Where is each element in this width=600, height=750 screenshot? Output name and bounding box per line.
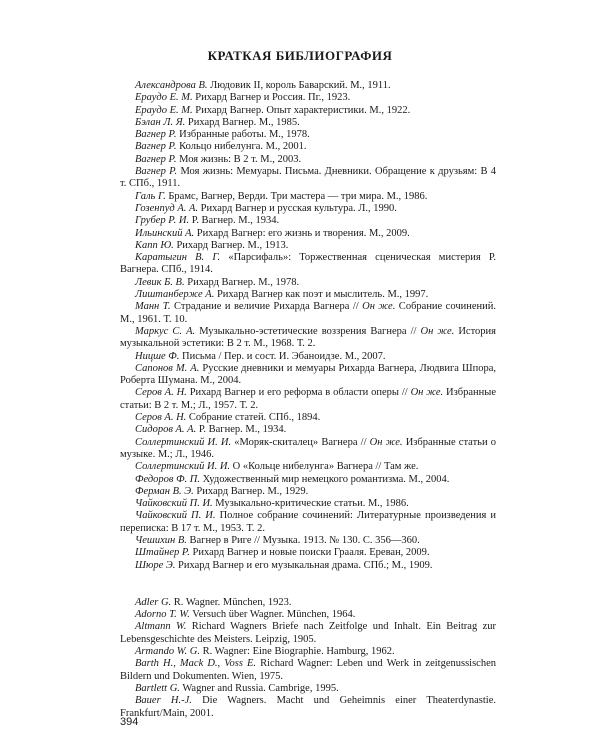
entry-text: Versuch über Wagner. München, 1964.: [189, 609, 356, 621]
entry-text: Рихард Вагнер. М., 1929.: [193, 485, 309, 497]
entry-text-tail: Избранные статьи о музыке. М.; Л., 1946.: [120, 436, 496, 460]
entry-text: О «Кольце нибелунга» Вагнера // Там же.: [230, 461, 419, 473]
bibliography-entry: [120, 363, 496, 388]
entry-text: Richard Wagner: Leben und Werk in zeitgenussischen Bildern und Dokumenten. Wien, 1975.: [120, 658, 496, 682]
bibliography-entry: [120, 301, 496, 326]
entry-author: Altmann W.: [135, 621, 187, 633]
entry-author: Чайковский П. И.: [135, 510, 216, 522]
entry-text: Письма / Пер. и сост. И. Эбаноидзе. М., 2007.: [179, 350, 386, 362]
bibliography-entry: [120, 351, 496, 363]
entry-author: Бэлан Л. Я.: [135, 116, 186, 128]
bibliography-entry: [120, 387, 496, 412]
entry-text: Моя жизнь: Мемуары. Письма. Дневники. Обращение к друзьям: В 4 т. СПб., 1911.: [120, 166, 496, 190]
bibliography-entry: [120, 474, 496, 486]
entry-author: Barth H., Mack D., Voss E.: [135, 658, 257, 670]
page-number: 394: [120, 716, 139, 728]
bibliography-entry: [120, 326, 496, 351]
bibliography-entry: [120, 129, 496, 141]
entry-ibid: Он же.: [410, 387, 444, 399]
bibliography-entry: [120, 597, 496, 609]
entry-text: Р. Вагнер. М., 1934.: [196, 424, 287, 436]
entry-text: Richard Wagners Briefe nach Zeitfolge und Inhalt. Ein Beitrag zur Lebensgeschichte des Meisters. Leipzig, 1905.: [120, 621, 496, 645]
entry-text: Wagner and Russia. Cambrige, 1995.: [179, 682, 339, 694]
bibliography-entry: [120, 560, 496, 572]
entry-author: Капп Ю.: [135, 239, 174, 251]
bibliography-entry: [120, 498, 496, 510]
entry-text: Вагнер в Риге // Музыка. 1913. № 130. С. 356—360.: [186, 534, 420, 546]
entry-author: Adler G.: [135, 596, 172, 608]
entry-author: Серов А. Н.: [135, 412, 187, 424]
entry-author: Ферман В. Э.: [135, 485, 194, 497]
bibliography-entry: [120, 486, 496, 498]
entry-text: Р. Вагнер. М., 1934.: [189, 215, 280, 227]
entry-text: Рихард Вагнер. М., 1985.: [185, 116, 300, 128]
entry-text: Людовик II, король Баварский. М., 1911.: [207, 80, 391, 91]
entry-text: «Парсифаль»: Торжественная сценическая мистерия Р. Вагнера. СПб., 1914.: [120, 252, 496, 276]
entry-text: Брамс, Вагнер, Верди. Три мастера — три мира. М., 1986.: [165, 190, 428, 202]
bibliography-entry: [120, 80, 496, 92]
entry-author: Лиштанберже А.: [135, 289, 215, 301]
bibliography-entry: [120, 240, 496, 252]
entry-author: Ераудо Е. М.: [135, 104, 193, 116]
entry-text: R. Wagner. München, 1923.: [171, 596, 292, 608]
entry-text: Страдание и величие Рихарда Вагнера //: [170, 301, 363, 313]
entry-author: Каратыгин В. Г.: [135, 252, 221, 264]
bibliography-entry: [120, 621, 496, 646]
entry-text: Избранные работы. М., 1978.: [176, 129, 310, 141]
bibliography-entry: [120, 535, 496, 547]
entry-text-tail: Избранные статьи: В 2 т. М.; Л., 1957. Т. 2.: [120, 387, 496, 411]
entry-author: Сапонов М. А.: [135, 362, 200, 374]
bibliography-entry: [120, 203, 496, 215]
section-gap: [120, 572, 496, 597]
foreign-references: [120, 597, 496, 720]
bibliography-entry: [120, 683, 496, 695]
entry-author: Грубер Р. И.: [135, 215, 190, 227]
entry-ibid: Он же.: [362, 301, 396, 313]
bibliography-entry: [120, 154, 496, 166]
entry-author: Гозенпуд А. А.: [135, 202, 199, 214]
bibliography-entry: [120, 695, 496, 720]
entry-author: Маркус С. А.: [135, 325, 196, 337]
entry-text: R. Wagner: Eine Biographie. Hamburg, 1962.: [199, 646, 395, 658]
entry-author: Соллертинский И. И.: [135, 436, 232, 448]
bibliography-entry: [120, 228, 496, 240]
entry-author: Вагнер Р.: [135, 153, 177, 165]
entry-author: Соллертинский И. И.: [135, 461, 231, 473]
entry-author: Александрова В.: [135, 80, 208, 91]
bibliography-entry: [120, 461, 496, 473]
entry-text: Рихард Вагнер и его реформа в области оперы //: [186, 387, 411, 399]
entry-text: Рихард Вагнер как поэт и мыслитель. М., 1997.: [214, 289, 429, 301]
entry-text: Русские дневники и мемуары Рихарда Вагнера, Людвига Шпора, Роберта Шумана. М., 2004.: [120, 362, 496, 387]
entry-text-tail: Собрание сочинений. М., 1961. Т. 10.: [120, 301, 496, 325]
entry-text: Собрание статей. СПб., 1894.: [186, 412, 321, 424]
entry-text: Моя жизнь: В 2 т. М., 2003.: [176, 153, 302, 165]
entry-author: Штайнер Р.: [135, 547, 190, 559]
entry-author: Вагнер Р.: [135, 129, 177, 141]
bibliography-entry: [120, 252, 496, 277]
entry-text: Die Wagners. Macht und Geheimnis einer Theaterdynastie. Frankfurt/Main, 2001.: [120, 695, 496, 719]
entry-text: Кольцо нибелунга. М., 2001.: [176, 141, 307, 153]
bibliography-entry: [120, 215, 496, 227]
entry-text: Рихард Вагнер и новые поиски Грааля. Ереван, 2009.: [189, 547, 430, 559]
entry-text: «Моряк-скиталец» Вагнера //: [231, 436, 370, 448]
entry-ibid: Он же.: [420, 325, 455, 337]
bibliography-entry: [120, 437, 496, 462]
bibliography-entry: [120, 646, 496, 658]
entry-text: Полное собрание сочинений: Литературные произведения и переписка: В 17 т. М., 1953. Т. 2.: [120, 510, 496, 534]
entry-author: Bartlett G.: [135, 682, 180, 694]
entry-text: Рихард Вагнер. Опыт характеристики. М., 1922.: [192, 104, 411, 116]
entry-author: Галь Г.: [135, 190, 166, 202]
bibliography-entry: [120, 105, 496, 117]
entry-text: Рихард Вагнер. М., 1913.: [173, 239, 289, 251]
russian-references: [120, 80, 496, 572]
bibliography-entry: [120, 609, 496, 621]
entry-text: Рихард Вагнер и его музыкальная драма. СПб.; М., 1909.: [175, 559, 433, 571]
entry-author: Левик Б. В.: [135, 276, 185, 288]
bibliography-entry: [120, 141, 496, 153]
entry-text: Рихард Вагнер. М., 1978.: [184, 276, 300, 288]
bibliography-entry: [120, 658, 496, 683]
entry-text: Рихард Вагнер и Россия. Пг., 1923.: [192, 92, 351, 104]
entry-ibid: Он же.: [369, 436, 403, 448]
bibliography-entry: [120, 289, 496, 301]
entry-text: Художественный мир немецкого романтизма. М., 2004.: [200, 473, 450, 485]
entry-author: Чайковский П. И.: [135, 498, 213, 510]
entry-text: Рихард Вагнер и русская культура. Л., 1990.: [198, 202, 397, 214]
entry-author: Сидоров А. А.: [135, 424, 197, 436]
entry-author: Ильинский А.: [135, 227, 195, 239]
entry-author: Ницше Ф.: [135, 350, 180, 362]
entry-text: Музыкально-эстетические воззрения Вагнера //: [195, 325, 421, 337]
entry-author: Вагнер Р.: [135, 141, 177, 153]
entry-author: Bauer H.-J.: [135, 695, 192, 707]
entry-author: Adorno T. W.: [135, 609, 190, 621]
entry-author: Федоров Ф. П.: [135, 473, 200, 485]
bibliography-entry: [120, 412, 496, 424]
bibliography-entry: [120, 166, 496, 191]
entry-author: Манн Т.: [135, 301, 171, 313]
entry-author: Чешихин В.: [135, 534, 187, 546]
bibliography-list: [120, 80, 496, 720]
bibliography-entry: [120, 424, 496, 436]
bibliography-entry: [120, 510, 496, 535]
entry-author: Серов А. Н.: [135, 387, 187, 399]
entry-text: Музыкально-критические статьи. М., 1986.: [212, 498, 409, 510]
bibliography-entry: [120, 92, 496, 104]
entry-author: Ераудо Е. М.: [135, 92, 193, 104]
entry-author: Armando W. G.: [135, 646, 200, 658]
page-title: КРАТКАЯ БИБЛИОГРАФИЯ: [207, 48, 393, 63]
bibliography-entry: [120, 547, 496, 559]
entry-author: Шюре Э.: [135, 559, 176, 571]
bibliography-entry: [120, 117, 496, 129]
entry-text-tail: История музыкальной эстетики: В 2 т. М., 1968. Т. 2.: [120, 325, 496, 350]
entry-text: Рихард Вагнер: его жизнь и творения. М., 2009.: [194, 227, 410, 239]
bibliography-entry: [120, 277, 496, 289]
entry-author: Вагнер Р.: [135, 166, 178, 178]
bibliography-entry: [120, 191, 496, 203]
